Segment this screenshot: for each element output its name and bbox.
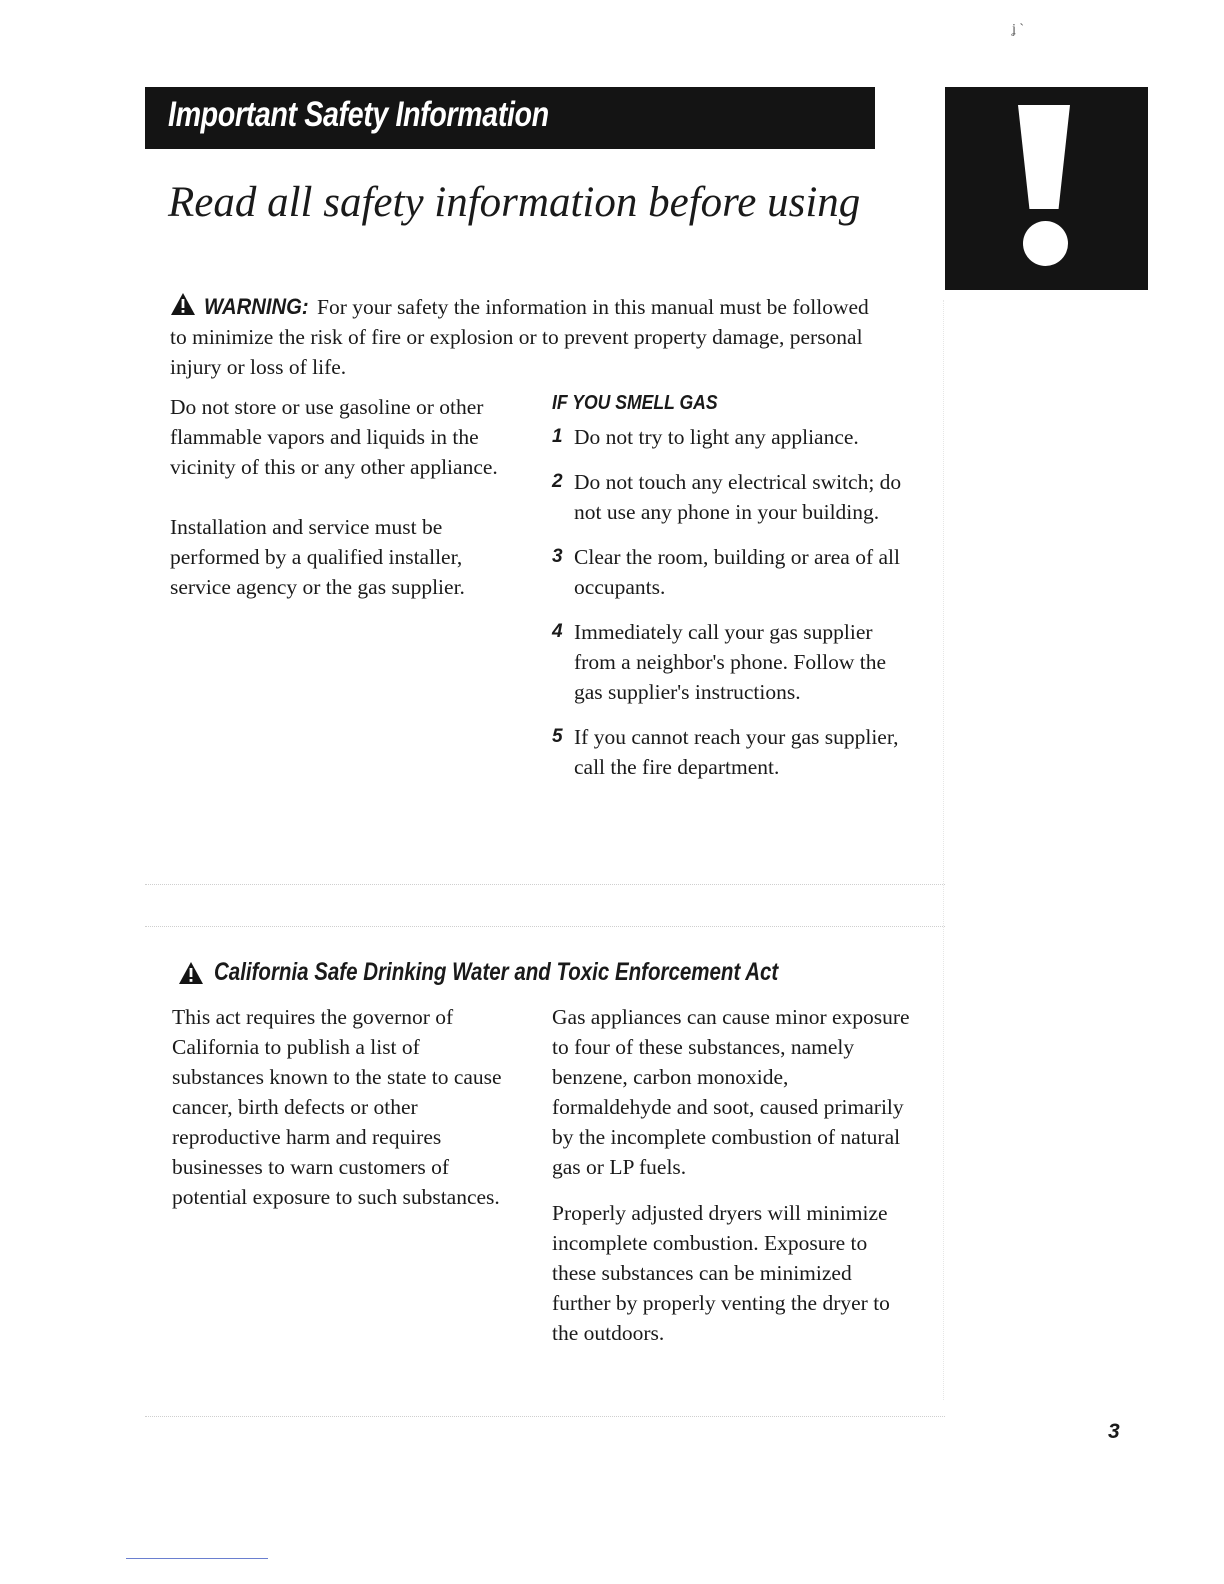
smell-gas-steps xyxy=(552,422,912,797)
dryers-paragraph: Properly adjusted dryers will minimize incomplete combustion. Exposure to these substances can be minimized further by properly venting the dryer to the outdoors. xyxy=(552,1201,890,1345)
page-subtitle: Read all safety information before using xyxy=(168,179,861,226)
installation-paragraph: Installation and service must be performed by a qualified installer, service agency or the gas supplier. xyxy=(170,515,465,599)
california-heading xyxy=(178,958,902,987)
smell-gas-heading: IF YOU SMELL GAS xyxy=(552,392,718,414)
footer-rule xyxy=(126,1558,268,1559)
step-number: 2 xyxy=(552,471,563,492)
california-left-text: This act requires the governor of California to publish a list of substances known to the state to cause cancer, birth defects or other reproductive harm and requires businesses to warn customers of potential exposure to such substances. xyxy=(172,1005,502,1209)
scan-mark: ʝ ˋ xyxy=(1012,22,1025,37)
list-item xyxy=(552,542,912,602)
step-number: 1 xyxy=(552,426,563,447)
list-item xyxy=(552,722,912,782)
california-right-column xyxy=(552,1002,912,1364)
section-divider xyxy=(145,926,945,927)
list-item xyxy=(552,617,912,707)
step-text: Do not touch any electrical switch; do not use any phone in your building. xyxy=(574,470,902,524)
step-text: Immediately call your gas supplier from a neighbor's phone. Follow the gas supplier's instructions. xyxy=(574,620,886,704)
scan-edge-line xyxy=(943,300,944,1400)
list-item xyxy=(552,422,912,452)
exclamation-icon xyxy=(945,87,1148,290)
warning-paragraph xyxy=(170,292,890,382)
section-divider xyxy=(145,1416,945,1417)
left-column xyxy=(170,392,500,602)
warning-triangle-icon xyxy=(170,292,196,316)
step-text: If you cannot reach your gas supplier, call the fire department. xyxy=(574,725,899,779)
step-number: 4 xyxy=(552,621,563,642)
step-text: Clear the room, building or area of all occupants. xyxy=(574,545,900,599)
gasoline-paragraph: Do not store or use gasoline or other flammable vapors and liquids in the vicinity of this or any other appliance. xyxy=(170,395,498,479)
section-divider xyxy=(145,884,945,885)
warning-label: WARNING: xyxy=(204,294,309,319)
warning-text: For your safety the information in this manual must be followed to minimize the risk of fire or explosion or to prevent property damage, personal injury or loss of life. xyxy=(170,295,869,379)
exposure-paragraph: Gas appliances can cause minor exposure to four of these substances, namely benzene, carbon monoxide, formaldehyde and soot, caused primarily by the incomplete combustion of natural gas or LP fuels. xyxy=(552,1005,910,1179)
step-text: Do not try to light any appliance. xyxy=(574,425,859,449)
step-number: 5 xyxy=(552,726,563,747)
step-number: 3 xyxy=(552,546,563,567)
page-title: Important Safety Information xyxy=(168,95,549,134)
california-heading-text: California Safe Drinking Water and Toxic Enforcement Act xyxy=(214,958,779,986)
list-item xyxy=(552,467,912,527)
page-number: 3 xyxy=(1108,1420,1120,1443)
warning-triangle-icon xyxy=(178,961,204,985)
